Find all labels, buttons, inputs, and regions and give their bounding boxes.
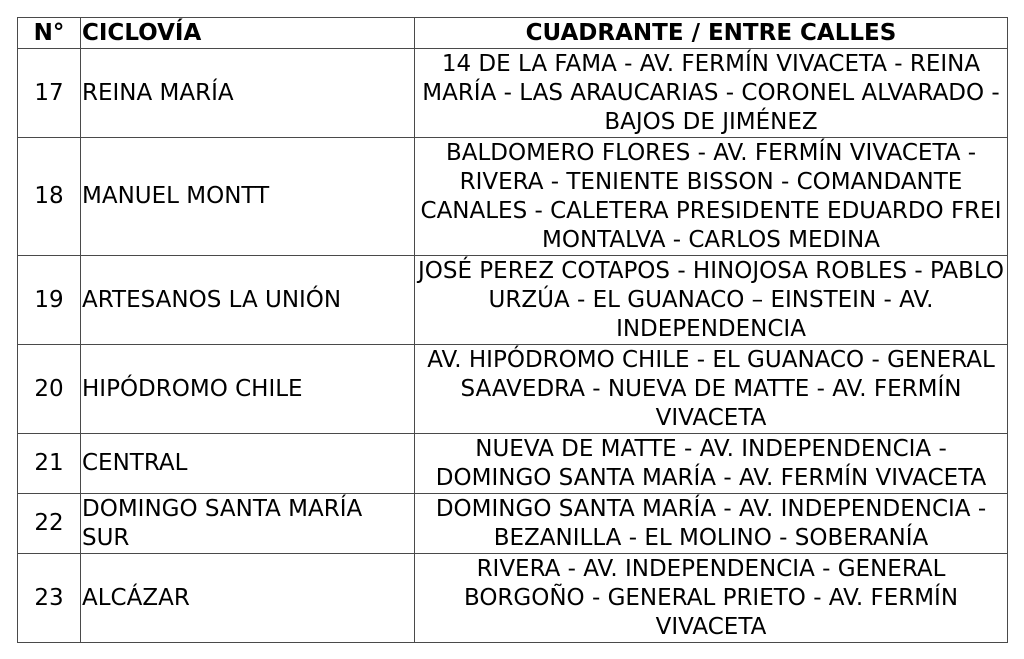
row-number: 18 [18, 138, 81, 256]
table-row [18, 49, 1008, 138]
table-row [18, 138, 1008, 256]
row-cycleway: REINA MARÍA [81, 49, 415, 138]
row-cycleway: DOMINGO SANTA MARÍA SUR [81, 494, 415, 554]
row-quadrant: RIVERA - AV. INDEPENDENCIA - GENERAL BORGOÑO - GENERAL PRIETO - AV. FERMÍN VIVACETA [415, 554, 1008, 643]
row-number: 19 [18, 256, 81, 345]
cycleway-table-container [17, 17, 1008, 643]
row-number: 22 [18, 494, 81, 554]
row-cycleway: MANUEL MONTT [81, 138, 415, 256]
table-row [18, 345, 1008, 434]
cycleway-table [17, 17, 1008, 643]
header-number: N° [18, 18, 81, 49]
row-number: 20 [18, 345, 81, 434]
table-header-row [18, 18, 1008, 49]
row-number: 23 [18, 554, 81, 643]
row-cycleway: HIPÓDROMO CHILE [81, 345, 415, 434]
table-row [18, 494, 1008, 554]
row-quadrant: NUEVA DE MATTE - AV. INDEPENDENCIA - DOMINGO SANTA MARÍA - AV. FERMÍN VIVACETA [415, 434, 1008, 494]
header-cycleway: CICLOVÍA [81, 18, 415, 49]
row-quadrant: 14 DE LA FAMA - AV. FERMÍN VIVACETA - REINA MARÍA - LAS ARAUCARIAS - CORONEL ALVARADO - BAJOS DE JIMÉNEZ [415, 49, 1008, 138]
row-quadrant: DOMINGO SANTA MARÍA - AV. INDEPENDENCIA - BEZANILLA - EL MOLINO - SOBERANÍA [415, 494, 1008, 554]
row-cycleway: ARTESANOS LA UNIÓN [81, 256, 415, 345]
row-quadrant: BALDOMERO FLORES - AV. FERMÍN VIVACETA - RIVERA - TENIENTE BISSON - COMANDANTE CANALES - CALETERA PRESIDENTE EDUARDO FREI MONTALVA - CARLOS MEDINA [415, 138, 1008, 256]
row-number: 21 [18, 434, 81, 494]
table-row [18, 554, 1008, 643]
header-quadrant: CUADRANTE / ENTRE CALLES [415, 18, 1008, 49]
row-number: 17 [18, 49, 81, 138]
row-quadrant: AV. HIPÓDROMO CHILE - EL GUANACO - GENERAL SAAVEDRA - NUEVA DE MATTE - AV. FERMÍN VIVACETA [415, 345, 1008, 434]
row-cycleway: CENTRAL [81, 434, 415, 494]
row-quadrant: JOSÉ PEREZ COTAPOS - HINOJOSA ROBLES - PABLO URZÚA - EL GUANACO – EINSTEIN - AV. INDEPENDENCIA [415, 256, 1008, 345]
row-cycleway: ALCÁZAR [81, 554, 415, 643]
table-row [18, 256, 1008, 345]
table-row [18, 434, 1008, 494]
